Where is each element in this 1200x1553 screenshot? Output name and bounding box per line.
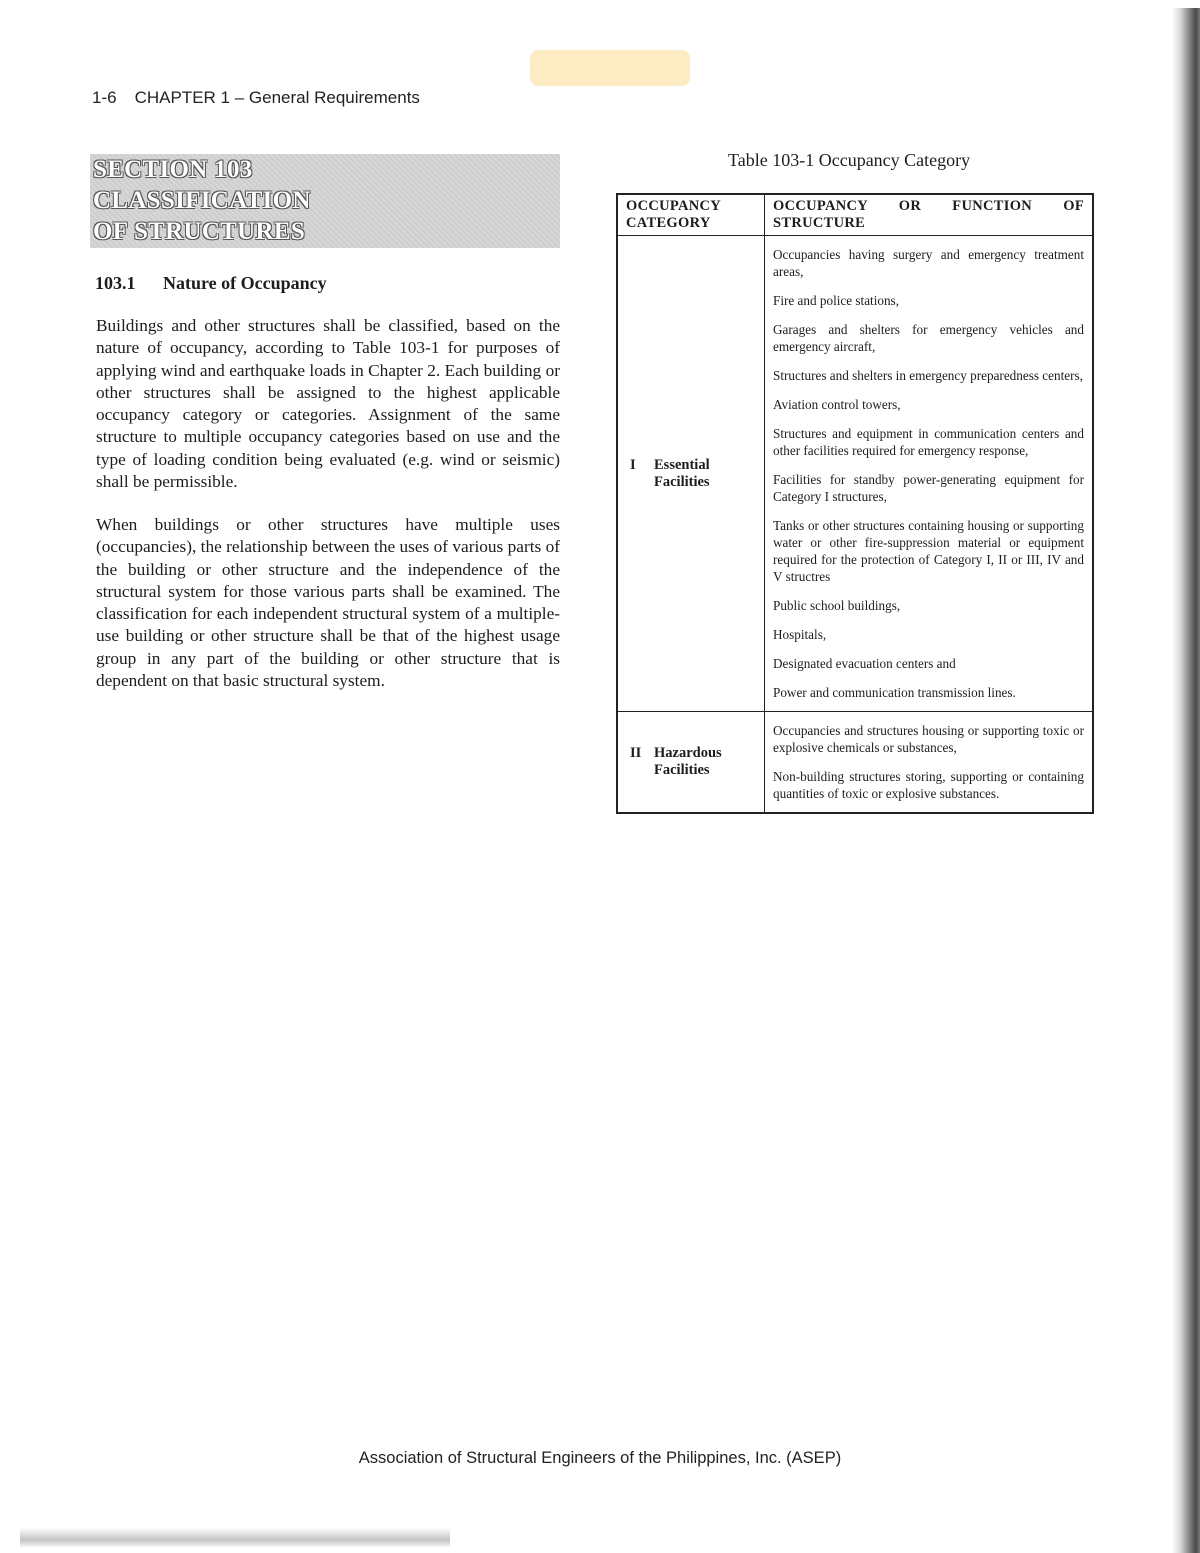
section-banner [90, 154, 560, 248]
list-item: Non-building structures storing, supporting or containing quantities of toxic or explosive substances. [773, 769, 1084, 801]
table-row [617, 236, 1093, 712]
subsection-title: Nature of Occupancy [163, 273, 327, 293]
list-item: Fire and police stations, [773, 293, 899, 308]
subsection-number: 103.1 [95, 273, 136, 293]
list-item: Hospitals, [773, 627, 827, 642]
header-occupancy-function [765, 194, 1094, 236]
function-cell [765, 236, 1094, 712]
category-name-line2: Facilities [654, 762, 710, 778]
subsection-heading [95, 273, 327, 294]
table-header-row [617, 194, 1093, 236]
list-item: Power and communication transmission lines. [773, 685, 1016, 700]
running-head [92, 88, 420, 108]
list-item: Designated evacuation centers and [773, 656, 956, 671]
paragraph-1: Buildings and other structures shall be classified, based on the nature of occupancy, according to Table 103-1 for purposes of applying wind and earthquake loads in Chapter 2. Each building or other structures shall be assigned to the highest applicable occupancy category or categories. Assignment of the same structure to multiple occupancy categories based on use and the type of loading condition being evaluated (e.g. wind or seismic) shall be permissible. [96, 316, 560, 492]
header-col1-line1: OCCUPANCY [626, 198, 722, 214]
header-col2-line2: STRUCTURE [773, 215, 866, 231]
book-binding-edge [1172, 8, 1200, 1553]
list-item: Structures and equipment in communication centers and other facilities required for emergency response, [773, 426, 1084, 458]
category-roman: II [630, 745, 642, 761]
list-item: Structures and shelters in emergency preparedness centers, [773, 368, 1083, 383]
table-caption: Table 103-1 Occupancy Category [728, 150, 971, 170]
table-row [617, 712, 1093, 814]
list-item: Occupancies and structures housing or supporting toxic or explosive chemicals or substances, [773, 723, 1084, 755]
marker-highlight [530, 50, 690, 86]
function-cell [765, 712, 1094, 814]
section-title-line-3: OF STRUCTURES [93, 218, 306, 245]
list-item: Public school buildings, [773, 598, 901, 613]
list-item: Facilities for standby power-generating equipment for Category I structures, [773, 472, 1084, 504]
category-roman: I [630, 456, 636, 473]
scan-shadow [20, 1528, 450, 1548]
category-cell [617, 712, 765, 814]
section-title-line-2: CLASSIFICATION [93, 187, 311, 214]
list-item: Garages and shelters for emergency vehicles and emergency aircraft, [773, 322, 1084, 354]
list-item: Occupancies having surgery and emergency treatment areas, [773, 247, 1084, 279]
category-name-line2: Facilities [654, 473, 710, 490]
chapter-title: CHAPTER 1 – General Requirements [134, 88, 420, 107]
category-cell [617, 236, 765, 712]
page-footer: Association of Structural Engineers of the Philippines, Inc. (ASEP) [358, 1449, 842, 1467]
paragraph-2: When buildings or other structures have multiple uses (occupancies), the relationship between the uses of various parts of the building or other structure and the independence of the structural system for those various parts shall be examined. The classification for each independent structural system of a multiple-use building or other structure shall be that of the highest usage group in any part of the building or other structure that is dependent on that basic structural system. [96, 515, 560, 691]
section-title-line-1: SECTION 103 [93, 156, 253, 183]
list-item: Tanks or other structures containing housing or supporting water or other fire-suppression material or equipment required for the protection of Category I, II or III, IV and V structres [773, 518, 1084, 584]
page-number: 1-6 [92, 88, 117, 107]
header-col2-line1: OCCUPANCY OR FUNCTION OF [773, 198, 1084, 214]
list-item: Aviation control towers, [773, 397, 901, 412]
header-col1-line2: CATEGORY [626, 215, 711, 231]
header-occupancy-category [617, 194, 765, 236]
category-name-line1: Essential [654, 456, 710, 473]
category-name-line1: Hazardous [654, 745, 722, 761]
occupancy-table [616, 193, 1094, 814]
